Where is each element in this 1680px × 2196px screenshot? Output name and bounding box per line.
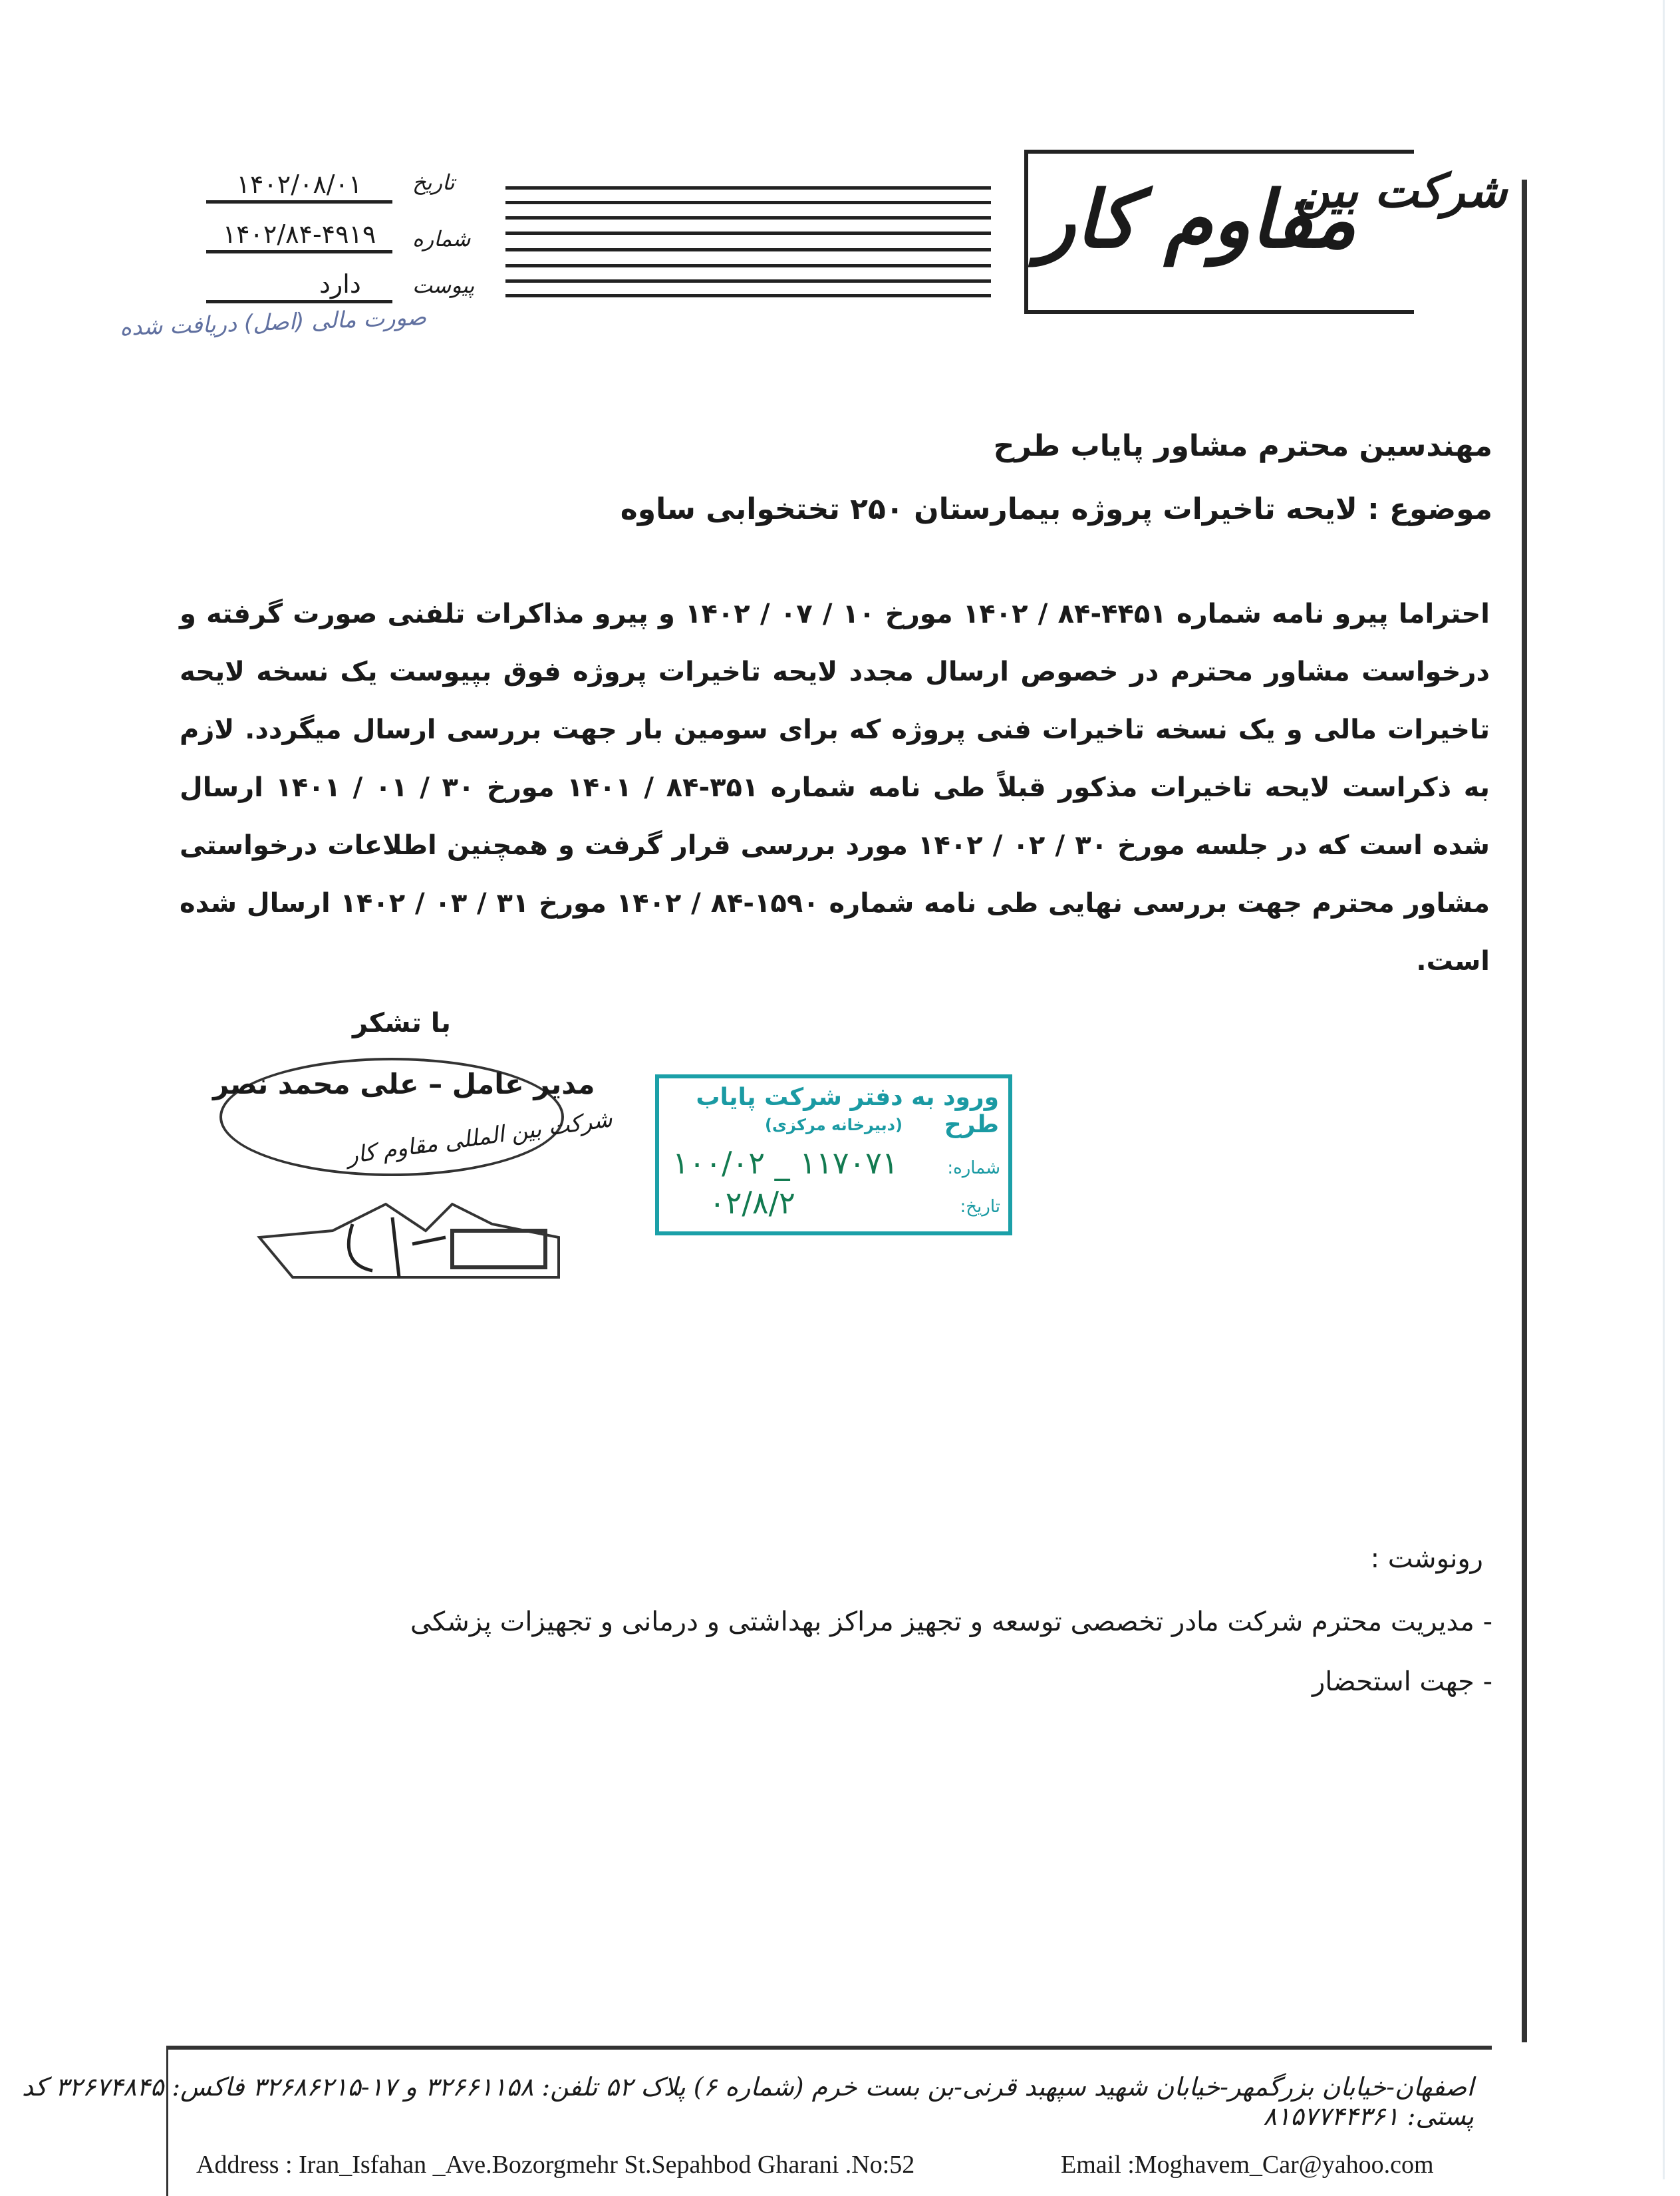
footer-email: Email :Moghavem_Car@yahoo.com [1061,2151,1434,2179]
cc-item: - جهت استحضار [1312,1666,1492,1697]
cc-title: رونوشت : [1370,1543,1483,1574]
decorative-line [505,294,991,297]
cc-item: - مدیریت محترم شرکت مادر تخصصی توسعه و تجهیز مراکز بهداشتی و درمانی و تجهیزات پزشکی [410,1607,1492,1637]
received-stamp [655,1074,1012,1235]
stamp-number-label: شماره: [947,1158,1000,1178]
stamp-title: ورود به دفتر شرکت پایاب طرح [696,1084,999,1138]
subject: موضوع : لایحه تاخیرات پروژه بیمارستان ۲۵۰ تختخوابی ساوه [620,492,1492,526]
decorative-line [505,216,991,220]
decorative-line [505,279,991,283]
decorative-line [505,248,991,251]
margin-bar [1522,180,1527,2042]
letterhead-company-prefix: شرکت بین [1296,163,1507,218]
attachment-label: پیوست [412,273,475,298]
footer-persian-address: اصفهان-خیابان بزرگمهر-خیابان شهید سپهبد قرنی-بن بست خرم (شماره ۶) پلاک ۵۲ تلفن: ۳۲۶۶۱۱۵۸ و ۱۷-۳۲۶۸۶۲۱۵ فاکس: ۳۲۶۷۴۸۴۵ کد پستی: ۸۱۵۷۷۴۴۳۶۱ [21,2072,1474,2131]
decorative-line [505,264,991,267]
letter-body: احتراما پیرو نامه شماره ۴۴۵۱-۸۴ / ۱۴۰۲ مورخ ۱۰ / ۰۷ / ۱۴۰۲ و پیرو مذاکرات تلفنی صورت گرفته و درخواست مشاور محترم در خصوص ارسال مجدد لایحه تاخیرات پروژه فوق بپیوست یک نسخه لایحه تاخیرات مالی و یک نسخه تاخیرات فنی پروژه که برای سومین بار جهت بررسی ارسال میگردد. لازم به ذکراست لایحه تاخیرات مذکور قبلاً طی نامه شماره ۳۵۱-۸۴ / ۱۴۰۱ مورخ ۳۰ / ۰۱ / ۱۴۰۱ ارسال شده است که در جلسه مورخ ۳۰ / ۰۲ / ۱۴۰۲ مورد بررسی قرار گرفت و همچنین اطلاعات درخواستی مشاور محترم جهت بررسی نهایی طی نامه شماره ۱۵۹۰-۸۴ / ۱۴۰۲ مورخ ۳۱ / ۰۳ / ۱۴۰۲ ارسال شده است. [180,599,1490,977]
seal-text: شرکت بین المللی مقاوم کار [345,1106,615,1170]
signature-logo-icon [253,1177,572,1284]
closing-thanks: با تشکر [352,1008,451,1038]
signer: مدیر عامل – علی محمد نصر [213,1068,595,1100]
decorative-line [505,186,991,190]
stamp-subtitle: (دبیرخانه مرکزی) [765,1116,903,1134]
letterhead-company-name: مقاوم کار [1038,173,1357,265]
stamp-date-value: ۰۲/۸/۲ [709,1185,795,1221]
recipient: مهندسین محترم مشاور پایاب طرح [993,429,1492,463]
footer-address: Address : Iran_Isfahan _Ave.Bozorgmehr St.Sepahbod Gharani .No:52 [196,2151,915,2179]
handwritten-note: صورت مالی (اصل) دریافت شده [119,303,427,342]
attachment-value: دارد [206,269,392,303]
stamp-number-value: ۱۰۰/۰۲ _ ۱۱۷۰۷۱ [672,1145,899,1181]
stamp-date-label: تاریخ: [960,1197,1000,1217]
decorative-line [505,232,991,235]
number-value: ۱۴۰۲/۸۴-۴۹۱۹ [206,220,392,253]
number-label: شماره [412,226,471,251]
decorative-line [505,201,991,204]
date-value: ۱۴۰۲/۰۸/۰۱ [206,170,392,204]
date-label: تاریخ [412,170,455,195]
page-edge [1663,0,1665,2179]
